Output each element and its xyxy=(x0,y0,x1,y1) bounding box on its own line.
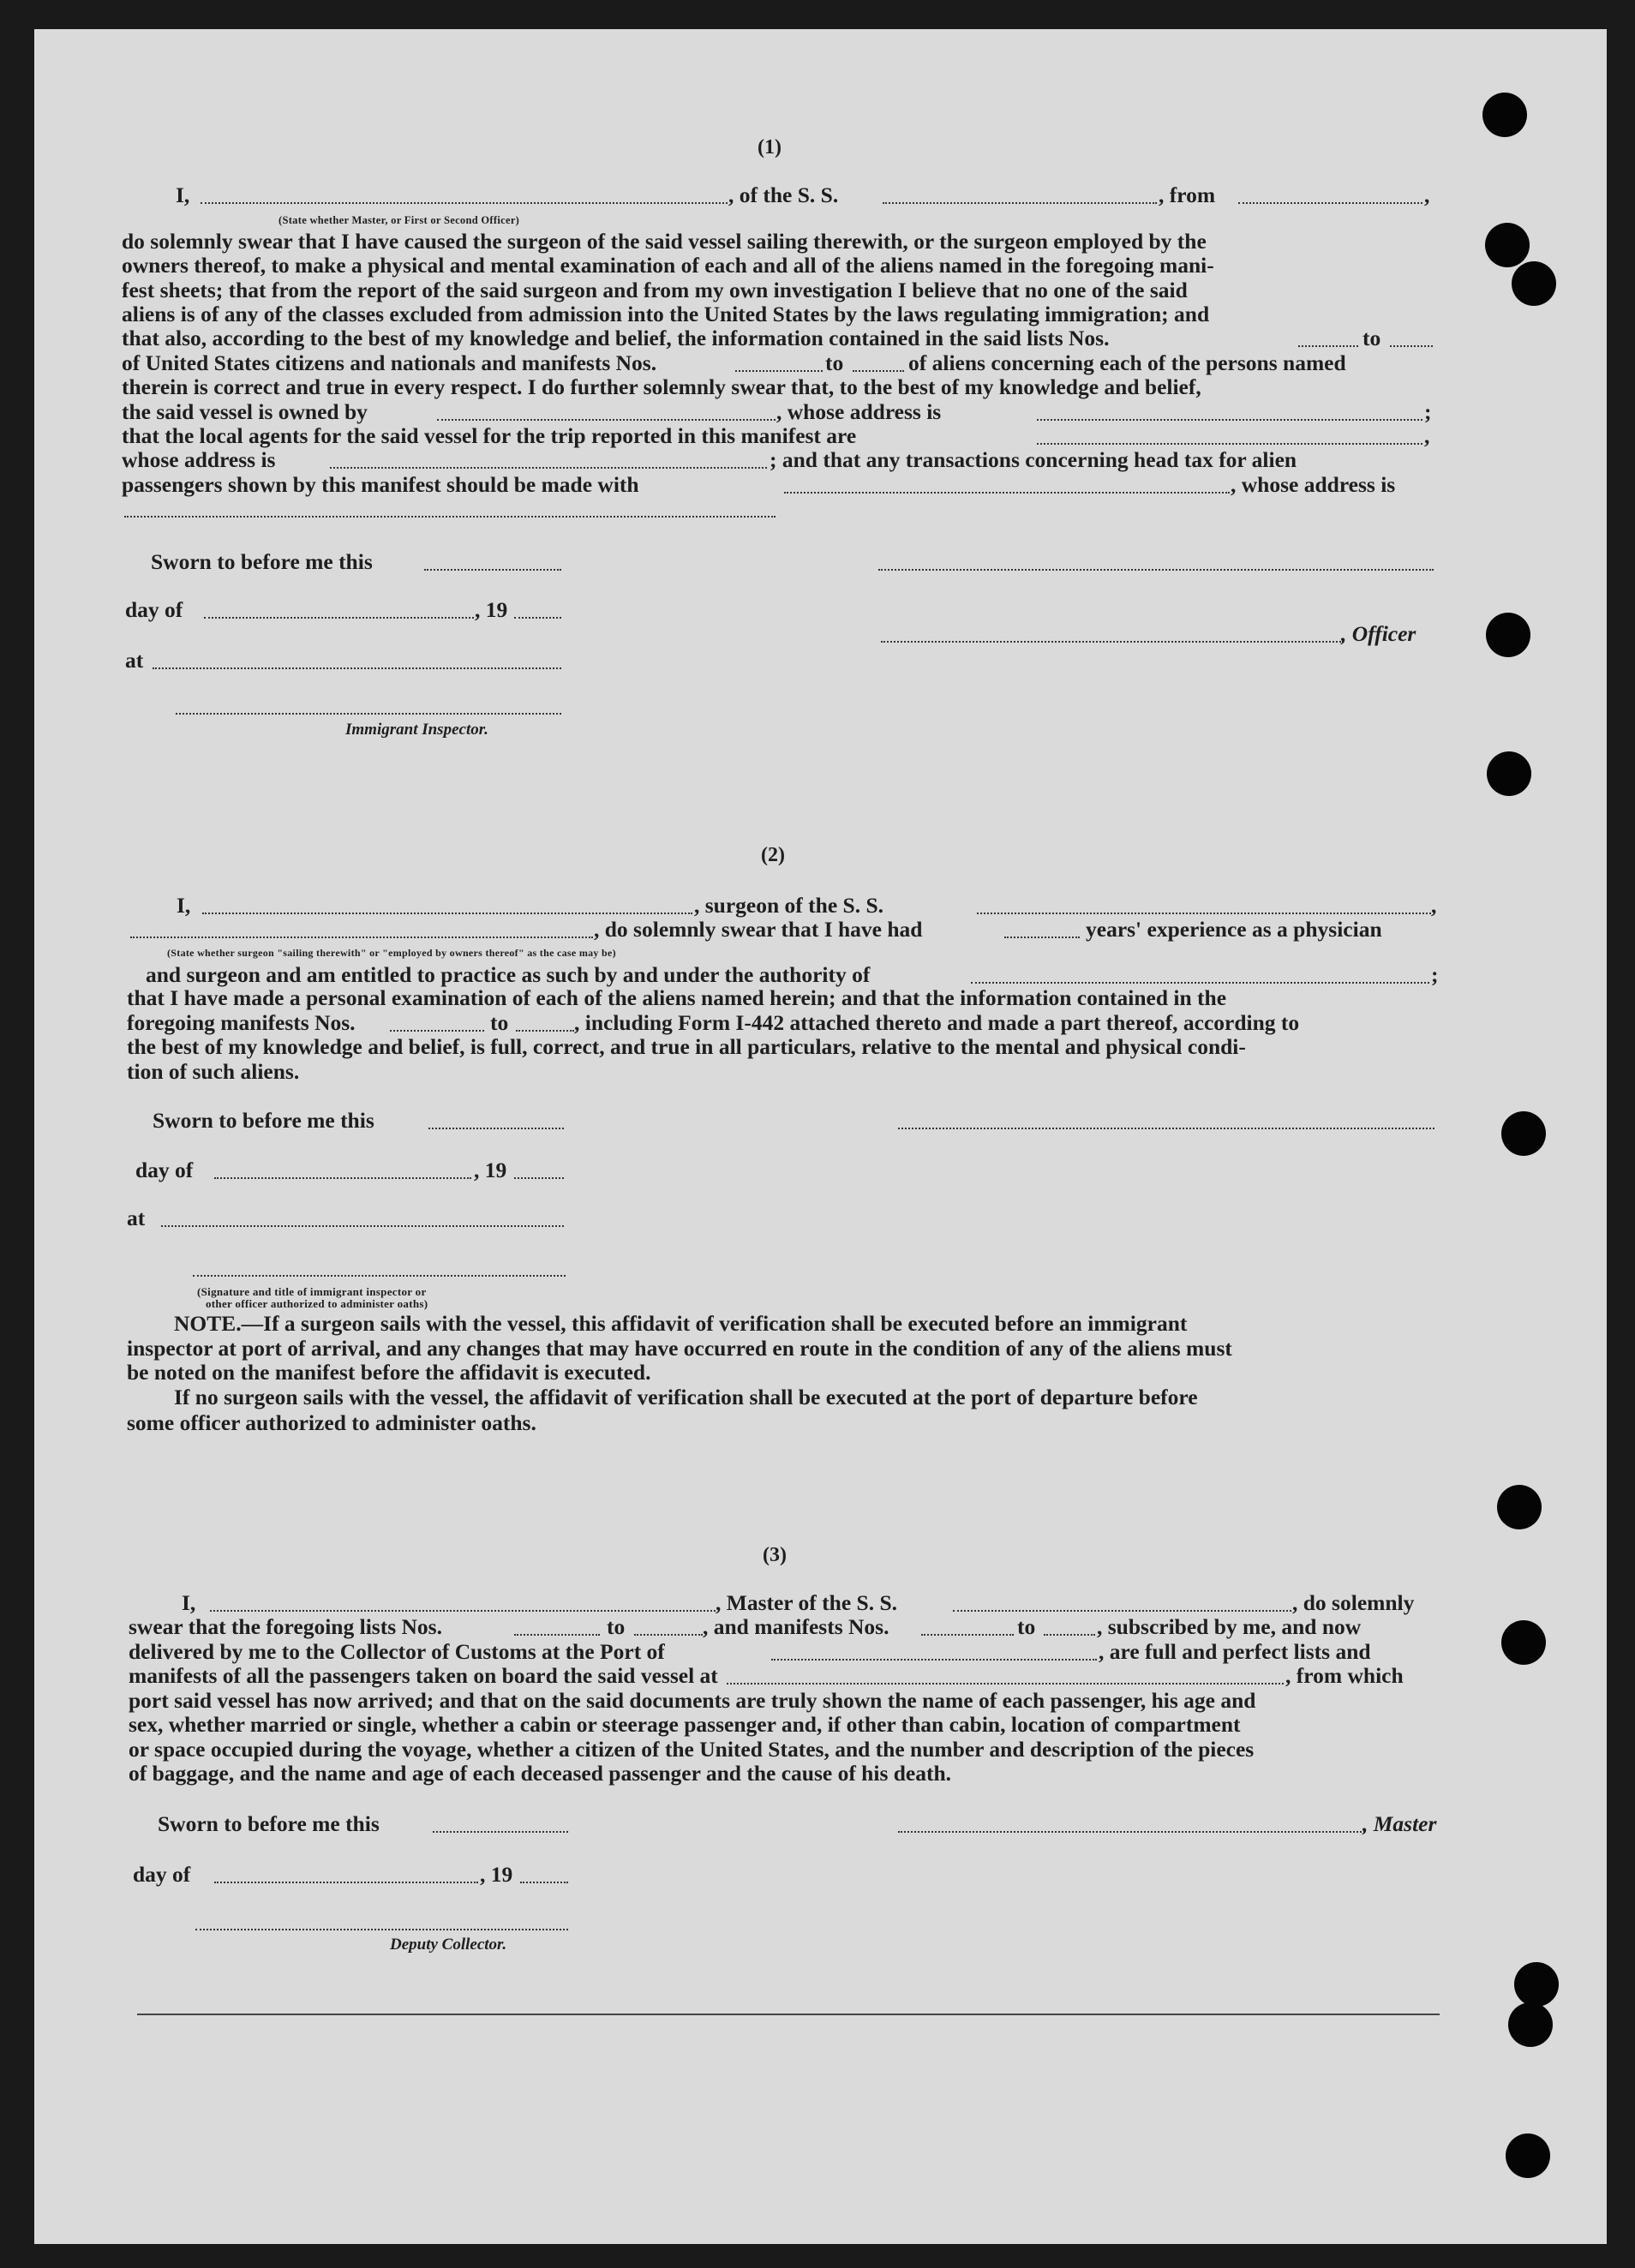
oath-text-line: that the local agents for the said vessel for the trip reported in this manifest are xyxy=(122,423,857,448)
whose-address-label: , whose address is xyxy=(776,399,942,424)
master-instruction: (State whether Master, or First or Second Officer) xyxy=(278,214,520,226)
list-to-blank xyxy=(1390,345,1433,347)
line-end: , xyxy=(1424,183,1430,207)
oath-text-line: the said vessel is owned by xyxy=(122,399,368,424)
deputy-collector-label: Deputy Collector. xyxy=(390,1936,507,1954)
from-label: , from xyxy=(1159,183,1216,207)
punch-hole xyxy=(1506,2133,1550,2178)
oath-text-line: aliens is of any of the classes excluded from admission into the United States by the laws regulating immigration; and xyxy=(122,302,1210,326)
punch-hole xyxy=(1486,613,1530,657)
punch-hole xyxy=(1501,1111,1546,1156)
signature-blank xyxy=(878,569,1434,571)
manifest-to-blank xyxy=(1044,1634,1095,1636)
surgeon-status-blank xyxy=(130,937,593,938)
officer-label: , Officer xyxy=(1341,621,1416,646)
master-label: , Master xyxy=(1362,1811,1437,1836)
surgeon-name-blank xyxy=(202,913,692,914)
oath-text-line: that also, according to the best of my knowledge and belief, the information contained in the said lists Nos. xyxy=(122,326,1110,350)
month-blank xyxy=(214,1882,478,1883)
oath-text-line: tion of such aliens. xyxy=(127,1059,300,1084)
manifest-to-blank xyxy=(516,1030,574,1032)
punch-hole xyxy=(1485,223,1530,267)
at-label: at xyxy=(127,1206,146,1230)
day-of-label: day of xyxy=(133,1862,191,1887)
punch-hole xyxy=(1497,1485,1542,1529)
of-ss-label: , of the S. S. xyxy=(728,183,839,207)
punch-hole xyxy=(1508,2002,1553,2047)
year-label: , 19 xyxy=(474,1158,507,1182)
inspector-signature-blank xyxy=(176,713,561,715)
master-name-blank xyxy=(210,1610,716,1612)
oath-text-line: port said vessel has now arrived; and that on the said documents are truly shown the name of each passenger, his age and xyxy=(129,1688,1256,1713)
sworn-date-blank xyxy=(433,1831,568,1833)
punch-hole xyxy=(1501,1620,1546,1665)
years-label: years' experience as a physician xyxy=(1086,917,1382,942)
line-end: ; xyxy=(1431,962,1439,987)
sworn-label: Sworn to before me this xyxy=(153,1108,374,1133)
sworn-label: Sworn to before me this xyxy=(158,1811,380,1836)
vessel-name-blank xyxy=(953,1610,1291,1612)
bottom-rule xyxy=(137,2014,1440,2015)
oath-text-line: owners thereof, to make a physical and mental examination of each and all of the aliens named in the foregoing mani- xyxy=(122,253,1214,278)
oath-opening: I, xyxy=(177,893,191,918)
and-manifests-label: , and manifests Nos. xyxy=(703,1614,889,1639)
oath-text-line: and surgeon and am entitled to practice as such by and under the authority of xyxy=(146,962,871,987)
signature-instruction: (Signature and title of immigrant inspector or xyxy=(197,1285,427,1298)
oath-text-line: of baggage, and the name and age of each deceased passenger and the cause of his death. xyxy=(129,1761,952,1786)
master-of-label: , Master of the S. S. xyxy=(716,1590,898,1615)
manifest-from-blank xyxy=(390,1030,484,1032)
oath-text-line: passengers shown by this manifest should be made with xyxy=(122,472,639,497)
swear-label: , do solemnly swear that I have had xyxy=(594,917,923,942)
note-text-line: If no surgeon sails with the vessel, the affidavit of verification shall be executed at the port of departure before xyxy=(174,1385,1198,1409)
officer-signature-blank xyxy=(881,641,1344,643)
collector-signature-blank xyxy=(195,1929,568,1930)
year-label: , 19 xyxy=(475,597,508,622)
section-number: (3) xyxy=(763,1544,787,1566)
list-from-blank xyxy=(514,1634,600,1636)
oath-text-line: therein is correct and true in every respect. I do further solemnly swear that, to the best of my knowledge and belief, xyxy=(122,374,1201,399)
oath-text-line: the best of my knowledge and belief, is full, correct, and true in all particulars, relative to the mental and physical condi- xyxy=(127,1034,1246,1059)
subscribed-label: , subscribed by me, and now xyxy=(1097,1614,1362,1639)
punch-hole xyxy=(1512,261,1556,306)
year-blank xyxy=(514,1177,564,1179)
vessel-name-blank xyxy=(977,913,1431,914)
to-label: to xyxy=(490,1010,509,1035)
manifest-to-blank xyxy=(853,370,904,372)
solemnly-label: , do solemnly xyxy=(1292,1590,1415,1615)
years-blank xyxy=(1004,937,1080,938)
manifest-from-blank xyxy=(735,370,823,372)
note-text-line: some officer authorized to administer oaths. xyxy=(127,1410,536,1435)
year-blank xyxy=(514,617,561,619)
boarding-port-blank xyxy=(727,1683,1284,1685)
oath-text-line: of United States citizens and nationals and manifests Nos. xyxy=(122,350,657,375)
owner-blank xyxy=(437,419,776,421)
oath-text-line: delivered by me to the Collector of Customs at the Port of xyxy=(129,1639,665,1664)
to-label: to xyxy=(1017,1614,1036,1639)
place-blank xyxy=(161,1225,564,1227)
oath-text-line: fest sheets; that from the report of the said surgeon and from my own investigation I believe that no one of the said xyxy=(122,278,1188,302)
from-which-label: , from which xyxy=(1285,1663,1404,1688)
at-label: at xyxy=(125,648,144,673)
whose-address-label: , whose address is xyxy=(1231,472,1396,497)
head-tax-address-blank xyxy=(124,516,776,518)
sworn-label: Sworn to before me this xyxy=(151,549,373,574)
month-blank xyxy=(204,617,474,619)
section-number: (1) xyxy=(758,136,782,159)
signature-blank xyxy=(898,1128,1434,1129)
oath-text-line: that I have made a personal examination of each of the aliens named herein; and that the information contained in the xyxy=(127,985,1227,1010)
oath-text-line: or space occupied during the voyage, whether a citizen of the United States, and the number and description of the pieces xyxy=(129,1737,1255,1762)
name-blank xyxy=(201,202,728,204)
sworn-date-blank xyxy=(428,1128,564,1129)
head-tax-party-blank xyxy=(784,492,1230,494)
vessel-name-blank xyxy=(883,202,1157,204)
agents-address-blank xyxy=(330,467,767,469)
to-label: to xyxy=(825,350,844,375)
surgeon-of-label: , surgeon of the S. S. xyxy=(694,893,884,918)
punch-hole xyxy=(1514,1962,1559,2007)
full-and-perfect-label: , are full and perfect lists and xyxy=(1099,1639,1371,1664)
note-text-line: inspector at port of arrival, and any changes that may have occurred en route in the condition of any of the aliens must xyxy=(127,1336,1232,1361)
day-of-label: day of xyxy=(135,1158,194,1182)
oath-opening: I, xyxy=(182,1590,196,1615)
line-end: ; xyxy=(1424,399,1432,424)
aliens-concerning: of aliens concerning each of the persons named xyxy=(908,350,1346,375)
note-text-line: be noted on the manifest before the affidavit is executed. xyxy=(127,1360,651,1385)
to-label: to xyxy=(1362,326,1381,350)
oath-text-line: foregoing manifests Nos. xyxy=(127,1010,356,1035)
punch-hole xyxy=(1482,93,1527,137)
oath-text-line: do solemnly swear that I have caused the surgeon of the said vessel sailing therewith, or the surgeon employed by the xyxy=(122,229,1207,254)
line-end: , xyxy=(1424,423,1430,448)
oath-text-line: whose address is xyxy=(122,447,276,472)
signature-instruction: other officer authorized to administer oaths) xyxy=(206,1297,428,1310)
master-signature-blank xyxy=(898,1831,1365,1833)
section-number: (2) xyxy=(761,844,785,866)
oath-text-line: manifests of all the passengers taken on board the said vessel at xyxy=(129,1663,718,1688)
oath-text-line: sex, whether married or single, whether a cabin or steerage passenger and, if other than cabin, location of compartment xyxy=(129,1712,1241,1737)
list-from-blank xyxy=(1298,345,1358,347)
line-end: , xyxy=(1431,893,1437,918)
place-blank xyxy=(153,667,561,669)
oath-opening: I, xyxy=(176,183,190,207)
inspector-signature-blank xyxy=(193,1275,566,1277)
to-label: to xyxy=(607,1614,626,1639)
year-label: , 19 xyxy=(480,1862,513,1887)
year-blank xyxy=(520,1882,568,1883)
oath-text-line: swear that the foregoing lists Nos. xyxy=(129,1614,442,1639)
local-agents-blank xyxy=(1037,443,1422,445)
port-blank xyxy=(771,1659,1097,1661)
authority-blank xyxy=(971,982,1429,984)
list-to-blank xyxy=(634,1634,703,1636)
including-text: , including Form I-442 attached thereto and made a part thereof, according to xyxy=(574,1010,1300,1035)
note-text-line: NOTE.—If a surgeon sails with the vessel, this affidavit of verification shall be executed before an immigrant xyxy=(174,1311,1188,1336)
day-of-label: day of xyxy=(125,597,183,622)
surgeon-instruction: (State whether surgeon "sailing therewith" or "employed by owners thereof" as the case may be) xyxy=(167,947,616,959)
owner-address-blank xyxy=(1037,419,1422,421)
manifest-from-blank xyxy=(921,1634,1014,1636)
port-blank xyxy=(1238,202,1422,204)
punch-hole xyxy=(1487,751,1531,796)
sworn-date-blank xyxy=(424,569,561,571)
month-blank xyxy=(214,1177,471,1179)
inspector-label: Immigrant Inspector. xyxy=(345,721,488,739)
head-tax-text: ; and that any transactions concerning head tax for alien xyxy=(770,447,1297,472)
